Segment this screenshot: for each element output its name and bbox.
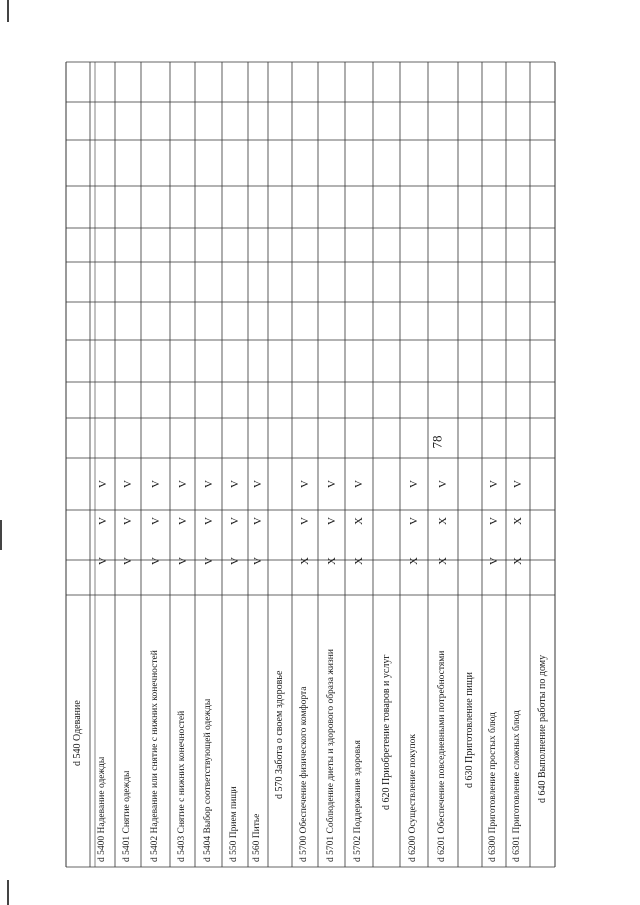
scan-mark <box>0 520 2 550</box>
cell-mark: V <box>202 480 215 488</box>
cell-mark: V <box>488 517 500 525</box>
row-label: d 6200 Осуществление покупок <box>408 734 418 862</box>
cell-mark: V <box>202 517 215 525</box>
cell-mark: V <box>229 480 241 488</box>
cell-mark: V <box>252 480 264 488</box>
section-heading: d 570 Забота о своем здоровье <box>274 670 285 799</box>
cell-mark: V <box>408 480 420 488</box>
cell-mark: X <box>299 557 311 565</box>
cell-mark: V <box>122 557 134 565</box>
cell-mark: V <box>176 480 189 488</box>
cell-mark: V <box>299 480 311 488</box>
cell-mark: V <box>96 517 109 525</box>
row-label: d 5701 Соблюдение диеты и здорового образа жизни <box>325 649 336 862</box>
cell-mark: V <box>122 480 134 488</box>
cell-mark: V <box>325 480 338 488</box>
row-label: d 5401 Снятие одежды <box>122 770 132 862</box>
row-label: d 5403 Снятие с нижних конечностей <box>176 710 187 862</box>
section-heading: d 540 Одевание <box>72 700 83 766</box>
cell-mark: V <box>229 557 241 565</box>
row-label: d 5400 Надевание одежды <box>96 756 107 862</box>
scan-mark <box>7 880 9 905</box>
row-label: d 5700 Обеспечение физического комфорта <box>299 686 309 862</box>
cell-mark: V <box>176 557 189 565</box>
page-number: 78 <box>429 435 445 449</box>
cell-mark: X <box>437 517 449 525</box>
row-label: d 5404 Выбор соответствующей одежды <box>202 698 213 862</box>
cell-mark: X <box>512 557 524 565</box>
cell-mark: V <box>252 557 264 565</box>
cell-mark: V <box>353 480 365 488</box>
row-label: d 6301 Приготовление сложных блюд <box>512 710 522 862</box>
cell-mark: V <box>176 517 189 525</box>
row-label: d 5702 Поддержание здоровья <box>353 740 363 862</box>
cell-mark: X <box>512 517 524 525</box>
row-label: d 6201 Обеспечение повседневными потребностями <box>437 650 447 862</box>
cell-mark: V <box>325 517 338 525</box>
section-heading: d 620 Приобретение товаров и услуг <box>380 654 392 810</box>
cell-mark: X <box>325 557 338 565</box>
scan-mark <box>7 0 9 22</box>
cell-mark: V <box>149 557 162 565</box>
section-heading: d 640 Выполнение работы по дому <box>536 655 548 804</box>
cell-mark: V <box>96 557 109 565</box>
row-label: d 5402 Надевание или снятие с нижних конечностей <box>149 650 160 862</box>
cell-mark: V <box>488 480 500 488</box>
cell-mark: V <box>299 517 311 525</box>
row-label: d 550 Прием пищи <box>229 786 239 862</box>
row-label: d 560 Питье <box>252 813 262 862</box>
cell-mark: V <box>252 517 264 525</box>
cell-mark: V <box>122 517 134 525</box>
cell-mark: X <box>437 557 449 565</box>
row-label: d 6300 Приготовление простых блюд <box>488 712 498 862</box>
cell-mark: V <box>149 517 162 525</box>
cell-mark: X <box>408 557 420 565</box>
section-heading: d 630 Приготовление пищи <box>464 671 475 788</box>
cell-mark: V <box>488 557 500 565</box>
cell-mark: V <box>149 480 162 488</box>
cell-mark: V <box>229 517 241 525</box>
cell-mark: V <box>408 517 420 525</box>
cell-mark: V <box>202 557 215 565</box>
cell-mark: X <box>353 517 365 525</box>
cell-mark: V <box>96 480 109 488</box>
cell-mark: V <box>437 480 449 488</box>
cell-mark: V <box>512 480 524 488</box>
cell-mark: X <box>353 557 365 565</box>
